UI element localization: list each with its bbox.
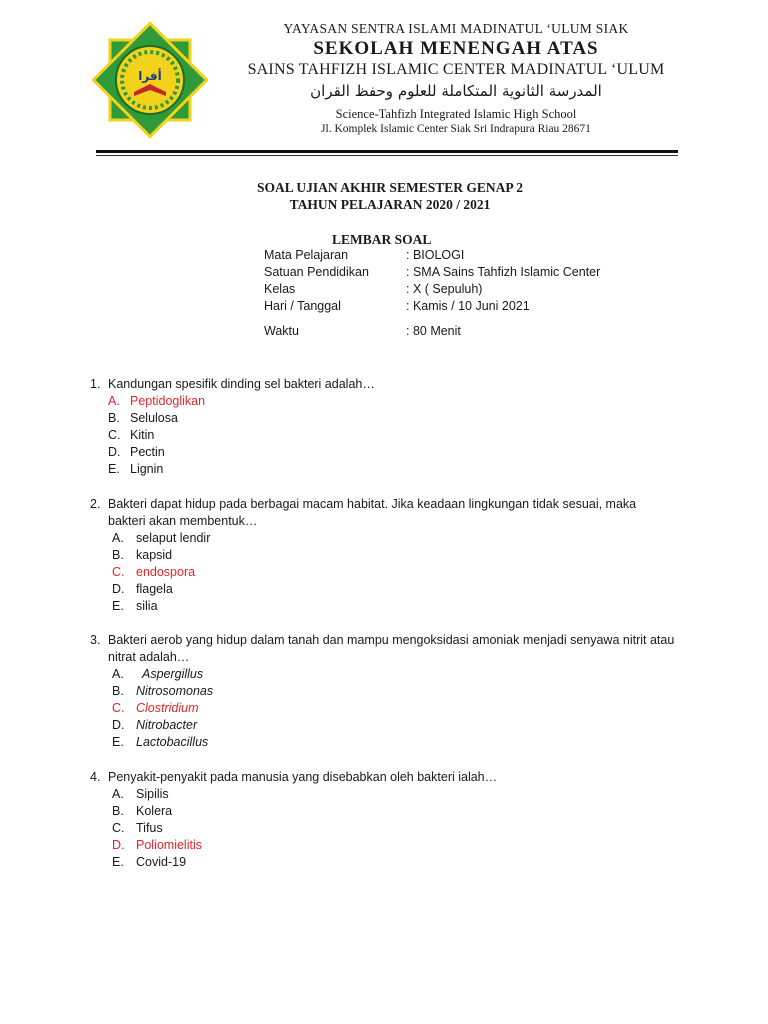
- option-e: E. silia: [112, 599, 158, 613]
- school-logo: [88, 18, 212, 142]
- option-b: B. Nitrosomonas: [112, 684, 214, 698]
- question-number: 1.: [90, 377, 101, 391]
- question-2: [90, 496, 690, 615]
- header-divider: [96, 150, 678, 153]
- option-e: E. Covid-19: [112, 855, 187, 869]
- exam-year: TAHUN PELAJARAN 2020 / 2021: [289, 197, 491, 212]
- question-number: 2.: [90, 497, 101, 511]
- school-name: SAINS TAHFIZH ISLAMIC CENTER MADINATUL ‘ULUM: [247, 61, 665, 78]
- sheet-title: LEMBAR SOAL: [332, 232, 432, 247]
- option-a: A. Aspergillus: [112, 667, 204, 681]
- info-label: Kelas: [264, 282, 296, 296]
- info-value: : 80 Menit: [406, 324, 461, 338]
- info-value: : SMA Sains Tahfizh Islamic Center: [406, 265, 601, 279]
- option-d-correct: D. Poliomielitis: [112, 838, 202, 852]
- option-c: C. Tifus: [112, 821, 163, 835]
- option-b: B. Kolera: [112, 804, 173, 818]
- english-name: Science-Tahfizh Integrated Islamic High School: [335, 107, 577, 121]
- option-b: B. kapsid: [112, 548, 173, 562]
- option-a-correct: A. Peptidoglikan: [108, 394, 206, 408]
- foundation-name: YAYASAN SENTRA ISLAMI MADINATUL ‘ULUM SIAK: [283, 21, 629, 36]
- option-d: D. Pectin: [108, 445, 165, 459]
- logo-text: أفرا: [138, 69, 162, 83]
- info-value: : BIOLOGI: [406, 248, 465, 262]
- info-value: : X ( Sepuluh): [406, 282, 483, 296]
- question-number: 4.: [90, 770, 101, 784]
- option-e: E. Lignin: [108, 462, 164, 476]
- school-address: Jl. Komplek Islamic Center Siak Sri Indrapura Riau 28671: [321, 123, 591, 135]
- info-value: : Kamis / 10 Juni 2021: [406, 299, 530, 313]
- option-a: A. Sipilis: [112, 787, 169, 801]
- question-text: Bakteri aerob yang hidup dalam tanah dan mampu mengoksidasi amoniak menjadi senyawa nitrit atau nitrat adalah…: [108, 633, 675, 664]
- option-c-correct: C. Clostridium: [112, 701, 199, 715]
- letterhead: [236, 20, 676, 137]
- info-label: Satuan Pendidikan: [264, 265, 369, 279]
- question-4: [90, 769, 690, 871]
- arabic-name: المدرسة الثانوية المتكاملة للعلوم وحفظ القران: [310, 82, 602, 100]
- question-text: Kandungan spesifik dinding sel bakteri adalah…: [108, 377, 375, 391]
- question-number: 3.: [90, 633, 101, 647]
- option-a: A. selaput lendir: [112, 531, 211, 545]
- option-d: D. Nitrobacter: [112, 718, 198, 732]
- option-d: D. flagela: [112, 582, 173, 596]
- school-level: SEKOLAH MENENGAH ATAS: [313, 38, 599, 59]
- info-label: Hari / Tanggal: [264, 299, 341, 313]
- option-e: E. Lactobacillus: [112, 735, 209, 749]
- info-label: Waktu: [264, 324, 299, 338]
- question-text: Bakteri dapat hidup pada berbagai macam habitat. Jika keadaan lingkungan tidak sesuai, maka bakteri akan membentuk…: [108, 497, 637, 528]
- question-text: Penyakit-penyakit pada manusia yang disebabkan oleh bakteri ialah…: [108, 770, 498, 784]
- exam-title: SOAL UJIAN AKHIR SEMESTER GENAP 2: [257, 180, 523, 195]
- info-label: Mata Pelajaran: [264, 248, 349, 262]
- option-c-correct: C. endospora: [112, 565, 196, 579]
- header-divider-thin: [96, 155, 678, 156]
- question-1: [90, 376, 690, 478]
- option-c: C. Kitin: [108, 428, 155, 442]
- option-b: B. Selulosa: [108, 411, 178, 425]
- question-3: [90, 632, 690, 751]
